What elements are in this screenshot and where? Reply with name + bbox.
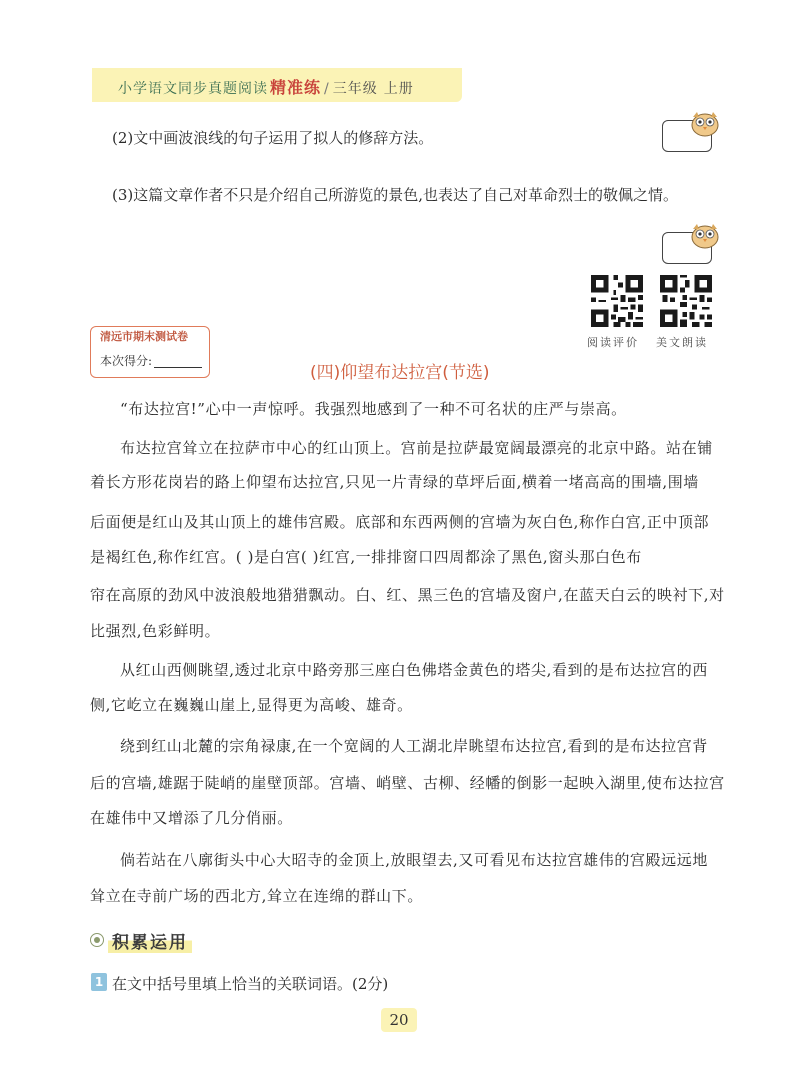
question-3: (3)这篇文章作者不只是介绍自己所游览的景色,也表达了自己对革命烈士的敬佩之情。	[112, 186, 679, 204]
header-separator: /	[324, 81, 330, 97]
page-number: 20	[381, 1008, 417, 1032]
passage-line: 从红山西侧眺望,透过北京中路旁那三座白色佛塔金黄色的塔尖,看到的是布达拉宫的西	[120, 661, 708, 679]
passage-line: 是褐红色,称作红宫。( )是白宫( )红宫,一排排窗口四周都涂了黑色,窗头那白色布	[90, 548, 642, 566]
qr-code-reading-evaluation-icon[interactable]	[591, 275, 643, 327]
question-number-badge: 1	[91, 973, 107, 991]
section-heading	[90, 928, 192, 952]
header-volume: 上册	[383, 81, 414, 97]
qr-caption-audio: 美文朗读	[656, 336, 708, 349]
qr-caption-evaluation: 阅读评价	[587, 336, 639, 349]
header-series-strong: 精准练	[270, 78, 322, 97]
score-source: 清远市期末测试卷	[100, 330, 188, 343]
question-2: (2)文中画波浪线的句子运用了拟人的修辞方法。	[112, 129, 434, 147]
passage-line: 耸立在寺前广场的西北方,耸立在连绵的群山下。	[90, 887, 423, 905]
passage-line: “布达拉宫!”心中一声惊呼。我强烈地感到了一种不可名状的庄严与崇高。	[120, 400, 627, 418]
passage-line: 后面便是红山及其山顶上的雄伟宫殿。底部和东西两侧的宫墙为灰白色,称作白宫,正中顶部	[90, 513, 710, 531]
passage-line: 绕到红山北麓的宗角禄康,在一个宽阔的人工湖北岸眺望布达拉宫,看到的是布达拉宫背	[120, 737, 708, 755]
passage-title: (四)仰望布达拉宫(节选)	[310, 363, 490, 383]
passage-line: 比强烈,色彩鲜明。	[90, 622, 221, 640]
qr-code-audio-reading-icon[interactable]	[660, 275, 712, 327]
section-bullet-icon	[90, 933, 104, 947]
owl-mascot-icon	[688, 220, 722, 250]
passage-line: 倘若站在八廓街头中心大昭寺的金顶上,放眼望去,又可看见布达拉宫雄伟的宫殿远远地	[120, 851, 708, 869]
section-title: 积累运用	[108, 928, 192, 953]
passage-line: 后的宫墙,雄踞于陡峭的崖壁顶部。宫墙、峭壁、古柳、经幡的倒影一起映入湖里,使布达拉宫	[90, 774, 725, 792]
passage-line: 着长方形花岗岩的路上仰望布达拉宫,只见一片青绿的草坪后面,横着一堵高高的围墙,围墙	[90, 473, 699, 491]
score-label: 本次得分:	[100, 354, 153, 368]
score-blank[interactable]	[154, 367, 202, 368]
owl-mascot-icon	[688, 108, 722, 138]
header-grade: 三年级	[332, 81, 378, 97]
question-1-text: 在文中括号里填上恰当的关联词语。(2分)	[112, 975, 389, 993]
passage-line: 在雄伟中又增添了几分俏丽。	[90, 809, 293, 827]
passage-line: 侧,它屹立在巍巍山崖上,显得更为高峻、雄奇。	[90, 696, 413, 714]
book-header	[118, 75, 414, 99]
header-series: 小学语文同步真题阅读	[118, 81, 268, 97]
passage-line: 帘在高原的劲风中波浪般地猎猎飘动。白、红、黑三色的宫墙及窗户,在蓝天白云的映衬下,对	[90, 586, 725, 604]
passage-line: 布达拉宫耸立在拉萨市中心的红山顶上。宫前是拉萨最宽阔最漂亮的北京中路。站在铺	[120, 439, 713, 457]
